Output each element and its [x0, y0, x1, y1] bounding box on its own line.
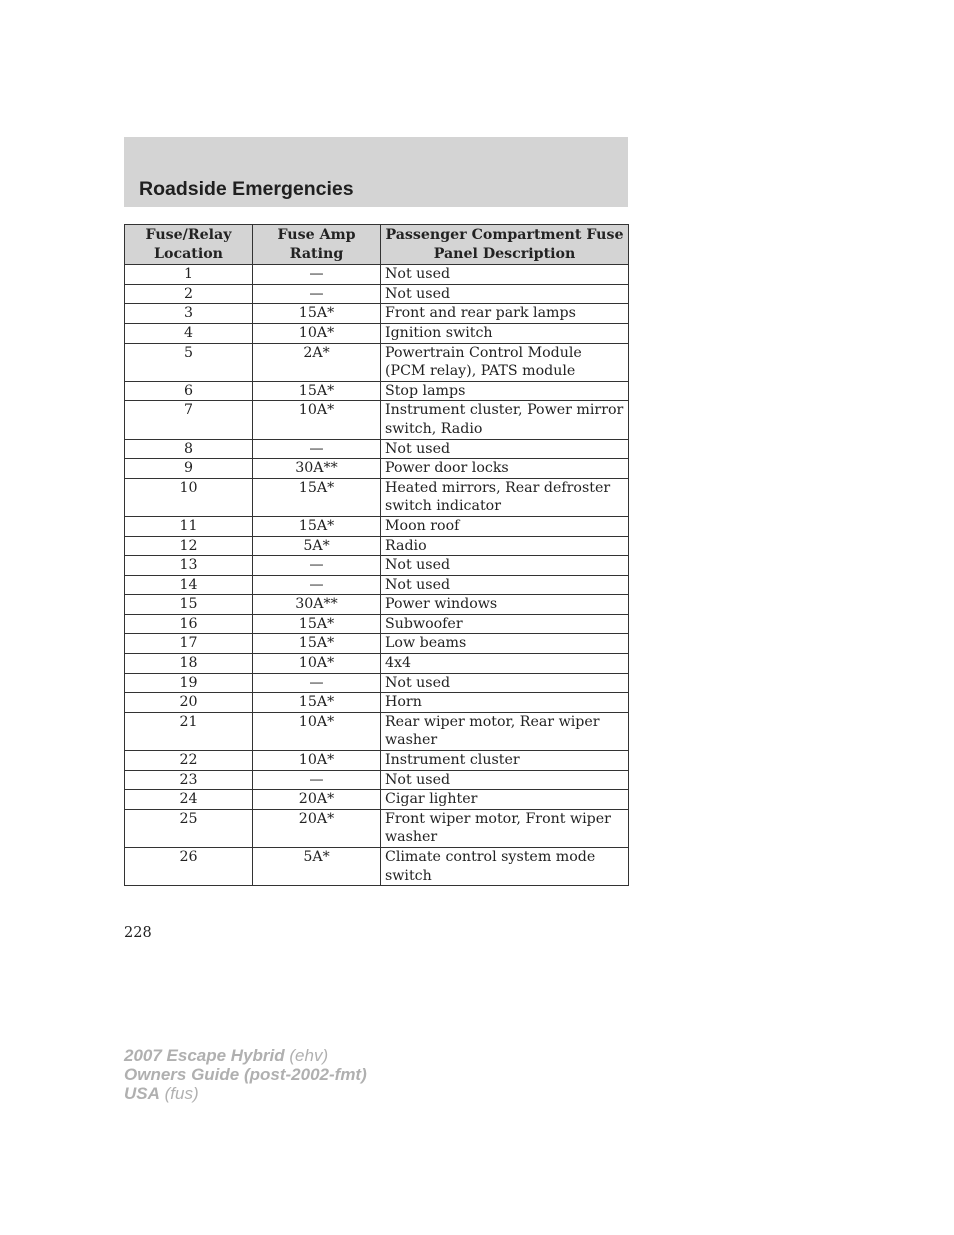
footer-line-1	[124, 1046, 367, 1065]
cell-description: Horn	[381, 693, 629, 713]
cell-description: Heated mirrors, Rear defroster switch indicator	[381, 478, 629, 516]
footer-line-2	[124, 1065, 367, 1084]
table-row	[125, 614, 629, 634]
footer-model-code: (ehv)	[289, 1046, 329, 1065]
cell-description: Low beams	[381, 634, 629, 654]
cell-rating: 5A*	[253, 536, 381, 556]
cell-location: 13	[125, 556, 253, 576]
cell-rating: 20A*	[253, 809, 381, 847]
cell-description: Not used	[381, 673, 629, 693]
table-row	[125, 284, 629, 304]
footer-market-code: (fus)	[164, 1084, 199, 1103]
section-header-band	[124, 137, 628, 207]
cell-location: 8	[125, 439, 253, 459]
cell-description: Front wiper motor, Front wiper washer	[381, 809, 629, 847]
cell-description: Ignition switch	[381, 323, 629, 343]
cell-rating: 10A*	[253, 751, 381, 771]
fuse-table-body	[125, 265, 629, 886]
column-header-rating: Fuse Amp Rating	[253, 225, 381, 265]
table-row	[125, 536, 629, 556]
cell-location: 2	[125, 284, 253, 304]
cell-rating: 10A*	[253, 654, 381, 674]
cell-description: Power windows	[381, 595, 629, 615]
table-row	[125, 265, 629, 285]
cell-rating: 5A*	[253, 848, 381, 886]
cell-location: 4	[125, 323, 253, 343]
cell-description: Not used	[381, 575, 629, 595]
cell-rating: 15A*	[253, 614, 381, 634]
table-row	[125, 575, 629, 595]
section-title: Roadside Emergencies	[139, 178, 354, 200]
table-row	[125, 693, 629, 713]
cell-rating: 20A*	[253, 790, 381, 810]
column-header-location: Fuse/Relay Location	[125, 225, 253, 265]
table-row	[125, 304, 629, 324]
cell-location: 21	[125, 712, 253, 750]
cell-description: Rear wiper motor, Rear wiper washer	[381, 712, 629, 750]
cell-rating: —	[253, 439, 381, 459]
cell-location: 15	[125, 595, 253, 615]
table-row	[125, 381, 629, 401]
cell-location: 20	[125, 693, 253, 713]
table-header-row	[125, 225, 629, 265]
table-row	[125, 654, 629, 674]
cell-rating: —	[253, 265, 381, 285]
cell-rating: 2A*	[253, 343, 381, 381]
cell-description: Not used	[381, 439, 629, 459]
table-row	[125, 770, 629, 790]
table-row	[125, 401, 629, 439]
column-header-description: Passenger Compartment Fuse Panel Description	[381, 225, 629, 265]
cell-location: 5	[125, 343, 253, 381]
cell-rating: 15A*	[253, 381, 381, 401]
cell-description: Instrument cluster	[381, 751, 629, 771]
cell-location: 9	[125, 459, 253, 479]
cell-description: Not used	[381, 770, 629, 790]
cell-rating: —	[253, 284, 381, 304]
document-footer	[124, 1046, 367, 1103]
cell-location: 16	[125, 614, 253, 634]
table-row	[125, 673, 629, 693]
cell-description: Powertrain Control Module (PCM relay), PATS module	[381, 343, 629, 381]
footer-model: 2007 Escape Hybrid	[124, 1046, 285, 1065]
cell-location: 11	[125, 516, 253, 536]
cell-location: 12	[125, 536, 253, 556]
cell-rating: 10A*	[253, 712, 381, 750]
cell-location: 17	[125, 634, 253, 654]
table-row	[125, 556, 629, 576]
cell-location: 7	[125, 401, 253, 439]
cell-description: Cigar lighter	[381, 790, 629, 810]
cell-description: Not used	[381, 556, 629, 576]
footer-line-3	[124, 1084, 367, 1103]
table-row	[125, 478, 629, 516]
table-row	[125, 790, 629, 810]
cell-location: 19	[125, 673, 253, 693]
cell-rating: —	[253, 556, 381, 576]
cell-location: 26	[125, 848, 253, 886]
cell-location: 14	[125, 575, 253, 595]
table-row	[125, 439, 629, 459]
cell-description: Front and rear park lamps	[381, 304, 629, 324]
cell-rating: 30A**	[253, 459, 381, 479]
footer-market: USA	[124, 1084, 160, 1103]
cell-location: 10	[125, 478, 253, 516]
cell-description: Not used	[381, 265, 629, 285]
cell-location: 18	[125, 654, 253, 674]
footer-guide: Owners Guide (post-2002-fmt)	[124, 1065, 367, 1084]
table-row	[125, 848, 629, 886]
cell-description: Stop lamps	[381, 381, 629, 401]
cell-location: 1	[125, 265, 253, 285]
cell-description: Climate control system mode switch	[381, 848, 629, 886]
fuse-table	[124, 224, 629, 886]
cell-location: 25	[125, 809, 253, 847]
cell-location: 23	[125, 770, 253, 790]
cell-description: Instrument cluster, Power mirror switch, Radio	[381, 401, 629, 439]
cell-description: Radio	[381, 536, 629, 556]
cell-rating: 15A*	[253, 478, 381, 516]
table-row	[125, 323, 629, 343]
cell-description: Not used	[381, 284, 629, 304]
cell-description: 4x4	[381, 654, 629, 674]
cell-description: Moon roof	[381, 516, 629, 536]
table-row	[125, 343, 629, 381]
cell-rating: —	[253, 673, 381, 693]
table-row	[125, 516, 629, 536]
cell-rating: 10A*	[253, 401, 381, 439]
cell-rating: 10A*	[253, 323, 381, 343]
cell-rating: 15A*	[253, 693, 381, 713]
cell-location: 24	[125, 790, 253, 810]
cell-rating: 15A*	[253, 304, 381, 324]
cell-rating: 15A*	[253, 516, 381, 536]
table-row	[125, 595, 629, 615]
table-row	[125, 712, 629, 750]
cell-location: 3	[125, 304, 253, 324]
table-row	[125, 634, 629, 654]
cell-rating: —	[253, 575, 381, 595]
cell-description: Subwoofer	[381, 614, 629, 634]
cell-location: 6	[125, 381, 253, 401]
table-row	[125, 459, 629, 479]
cell-rating: 30A**	[253, 595, 381, 615]
cell-description: Power door locks	[381, 459, 629, 479]
cell-rating: 15A*	[253, 634, 381, 654]
cell-location: 22	[125, 751, 253, 771]
cell-rating: —	[253, 770, 381, 790]
page-number: 228	[124, 925, 152, 941]
table-row	[125, 751, 629, 771]
table-row	[125, 809, 629, 847]
